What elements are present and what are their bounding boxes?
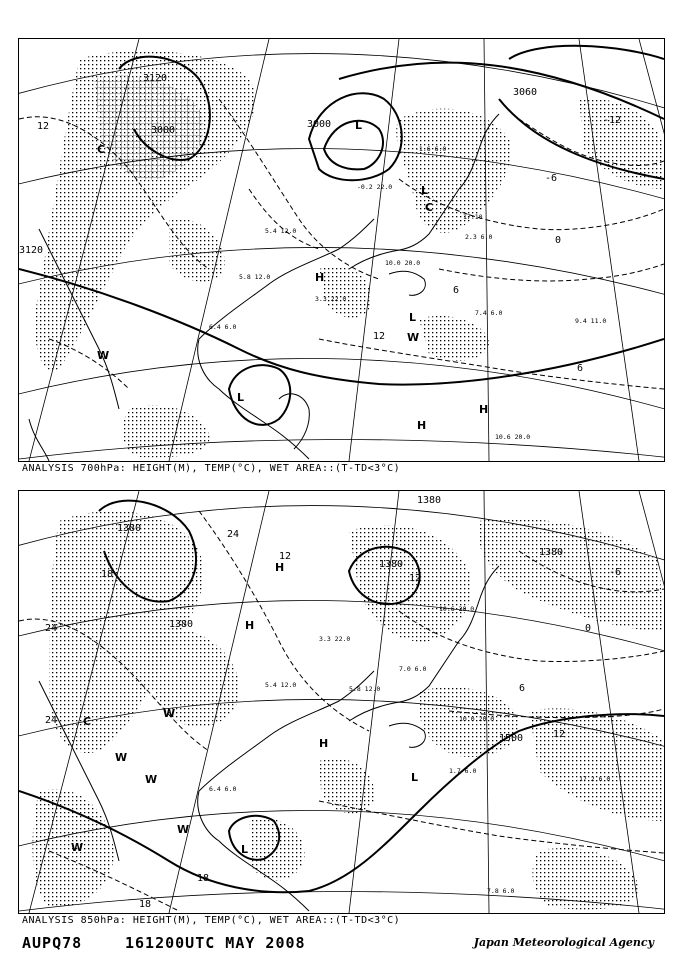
high-center-1: H xyxy=(275,561,285,574)
height-label: 3000 xyxy=(307,119,332,130)
high-center-japan: H xyxy=(315,271,325,284)
temp-label: 0 xyxy=(555,235,562,246)
station-plot: 1.7 6.0 xyxy=(449,767,477,775)
height-label: 3120 xyxy=(143,73,168,84)
chart-id: AUPQ78 xyxy=(22,934,83,952)
station-plot: 7.8 6.0 xyxy=(487,887,515,895)
station-plot: 7.4 6.0 xyxy=(475,309,503,317)
temp-label: 24 xyxy=(45,623,58,634)
height-label: 3060 xyxy=(513,87,538,98)
station-plot: 3.3 22.0 xyxy=(315,295,347,303)
high-center-2: H xyxy=(319,737,329,750)
temp-label: 24 xyxy=(45,715,58,726)
temp-label: -6 xyxy=(609,567,622,578)
station-plot: -1.6 6.0 xyxy=(415,145,447,153)
height-label: 1500 xyxy=(499,733,524,744)
map-850hpa-canvas xyxy=(19,491,664,913)
temp-label: 12 xyxy=(279,551,292,562)
high-center-pacific-2: H xyxy=(417,419,427,432)
temp-label: 6 xyxy=(519,683,526,694)
warm-center-2: W xyxy=(145,773,158,786)
height-label: 3120 xyxy=(19,245,44,256)
station-plot: 5.4 12.0 xyxy=(265,681,297,689)
cold-center-2: C xyxy=(425,201,434,214)
warm-center-1: W xyxy=(97,349,110,362)
cold-center-1: C xyxy=(97,143,106,156)
temp-label: 24 xyxy=(227,529,240,540)
warm-center-3: W xyxy=(177,823,190,836)
station-plot: 3.3 22.0 xyxy=(319,635,351,643)
low-center-1: L xyxy=(411,771,419,784)
temp-label: 12 xyxy=(409,573,422,584)
station-plot: 10.0 20.0 xyxy=(385,259,421,267)
low-center-taiwan: L xyxy=(237,391,245,404)
low-center-east: L xyxy=(421,184,429,197)
low-center-2: L xyxy=(241,843,249,856)
station-plot: 2.3 6.0 xyxy=(465,233,493,241)
temp-label: 18 xyxy=(139,899,152,910)
caption-700hpa: ANALYSIS 700hPa: HEIGHT(M), TEMP(°C), WET AREA::(T-TD<3°C) xyxy=(22,463,401,474)
high-center-3: H xyxy=(245,619,255,632)
temp-label: 6 xyxy=(577,363,584,374)
station-plot: 5.8 12.0 xyxy=(239,273,271,281)
height-label: 1380 xyxy=(169,619,194,630)
caption-850hpa: ANALYSIS 850hPa: HEIGHT(M), TEMP(°C), WET AREA::(T-TD<3°C) xyxy=(22,915,401,926)
temp-label: 12 xyxy=(37,121,50,132)
warm-center-4: W xyxy=(71,841,84,854)
station-plot: 10.0 20.0 xyxy=(459,715,495,723)
station-plot: 17.10 xyxy=(463,213,483,221)
station-plot: 6.4 6.0 xyxy=(209,323,237,331)
station-plot: 6.4 6.0 xyxy=(209,785,237,793)
height-label: 3000 xyxy=(151,125,176,136)
temp-label: 6 xyxy=(453,285,460,296)
station-plot: 10.6 20.0 xyxy=(439,605,475,613)
map-700hpa xyxy=(18,38,665,462)
height-label: 1380 xyxy=(379,559,404,570)
low-center-north: L xyxy=(355,119,363,132)
height-label: 1380 xyxy=(417,495,442,506)
temp-label: 12 xyxy=(373,331,386,342)
temp-label: -12 xyxy=(603,115,622,126)
station-plot: 5.4 12.0 xyxy=(265,227,297,235)
map-700hpa-canvas xyxy=(19,39,664,461)
high-center-pacific-1: H xyxy=(479,403,489,416)
temp-label: 0 xyxy=(585,623,592,634)
temp-label: 12 xyxy=(553,729,566,740)
agency-name: Japan Meteorological Agency xyxy=(473,936,654,949)
station-plot: 17.2 6.0 xyxy=(579,775,611,783)
temp-label: 18 xyxy=(197,873,210,884)
temp-label: -6 xyxy=(545,173,558,184)
map-850hpa xyxy=(18,490,665,914)
height-label: 1380 xyxy=(117,523,142,534)
low-center-south: L xyxy=(409,311,417,324)
valid-time: 161200UTC MAY 2008 xyxy=(125,934,306,952)
station-plots xyxy=(209,145,606,441)
warm-center-2: W xyxy=(407,331,420,344)
warm-center-5: W xyxy=(115,751,128,764)
temp-label: 18 xyxy=(101,569,114,580)
station-plot: 9.4 11.0 xyxy=(575,317,607,325)
station-plot: 10.6 20.0 xyxy=(495,433,531,441)
station-plot: 7.0 6.0 xyxy=(399,665,427,673)
station-plot: 5.8 12.0 xyxy=(349,685,381,693)
warm-center-1: W xyxy=(163,707,176,720)
cold-center-1: C xyxy=(83,715,92,728)
height-label: 1380 xyxy=(539,547,564,558)
station-plot: -0.2 22.0 xyxy=(357,183,393,191)
